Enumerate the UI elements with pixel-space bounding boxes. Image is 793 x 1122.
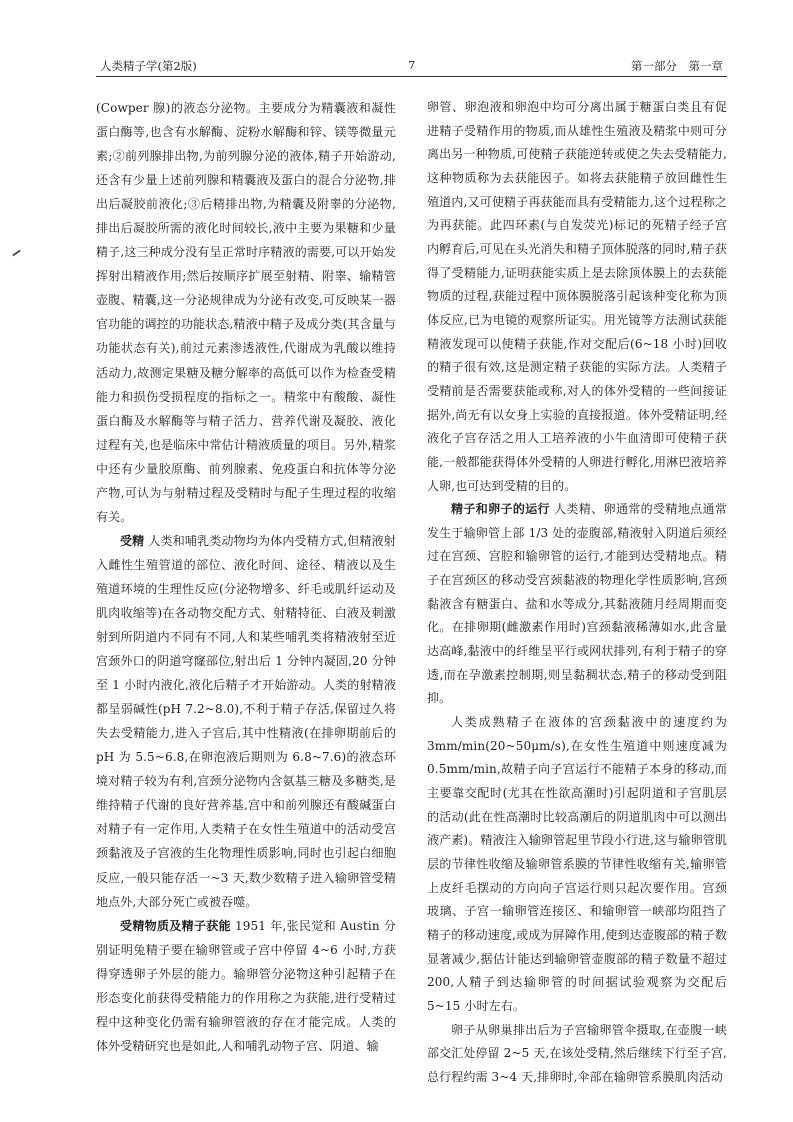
paragraph	[96, 529, 396, 914]
running-header-chapter: 第一部分 第一章	[631, 59, 723, 73]
section-heading: 受精物质及精子获能	[120, 918, 231, 933]
paragraph-text: 人类和哺乳类动物均为体内受精方式,但精液射入雌性生殖管道的部位、液化时间、途径、精液以及生殖道环境的生理性反应(分泌物增多、纤毛或肌纤运动及肌肉收缩等)在各动物交配方式、射精特征、白液及刺激射到所阴道内不同有不同,人和某些哺乳类将精液射至近宫颈外口的阴道穹窿部位,射出后 1 分钟内凝固,20 分钟至 1 小时内液化,液化后精子才开始游动。人类的射精液都呈弱碱性(pH 7.2~8.0),不利于精子存活,保留过久将失去受精能力,进入子宫后,其中性精液(在排卵期前后的 pH 为 5.5~6.8,在卵泡液后期则为 6.8~7.6)的液态环境对精子较为有利,宫颈分泌物内含氨基三糖及多糖类,是维持精子代谢的良好营养基,宫中和前列腺还有酸碱蛋白对精子有一定作用,人类精子在女性生殖道中的活动受宫颈黏液及子宫液的生化物理性质影响,同时也引起白细胞反应,一般只能存活一~3 天,数少数精子进入输卵管受精地点外,大部分死亡或被吞噬。	[96, 533, 396, 909]
section-heading: 精子和卵子的运行	[451, 502, 550, 517]
paragraph-text: 人类精、卵通常的受精地点通常发生于输卵管上部 1/3 处的壶腹部,精液射入阴道后须经过在宫颈、宫腔和输卵管的运行,才能到达受精地点。精子在宫颈区的移动受宫颈黏液的物理化学性质影响,宫颈黏液含有糖蛋白、盐和水等成分,其黏液随月经周期而变化。在排卵期(雌激素作用时)宫颈黏液稀薄如水,此含量达高峰,黏液中的纤维呈平行或网状排列,有利于精子的穿透,而在孕激素控制期,则呈黏稠状态,精子的移动受到阻抑。	[427, 502, 728, 706]
paragraph-text: 1951 年,张民觉和 Austin 分别证明兔精子要在输卵管或子宫中停留 4~6 小时,方获得穿透卵子外层的能力。输卵管分泌物这种引起精子在形态变化前获得受精能力的作用称之为获能,进行受精过程中这种变化仍需有输卵管液的存在才能完成。人类的体外受精研究也是如此,人和哺乳动物子宫、阴道、输	[96, 918, 396, 1053]
paragraph	[427, 96, 727, 498]
paragraph	[427, 498, 727, 711]
paragraph-text: 卵子从卵巢排出后为子宫输卵管伞摄取,在壶腹一峡部交汇处停留 2~5 天,在该处受精,然后继续下行至子宫,总行程约需 3~4 天,排卵时,伞部在输卵管系膜肌肉活动	[427, 1022, 727, 1084]
left-column	[96, 96, 396, 1058]
paragraph	[96, 96, 396, 529]
paragraph	[427, 1019, 727, 1090]
section-heading: 受精	[120, 533, 145, 548]
right-column	[427, 96, 727, 1090]
running-header-title: 人类精子学(第2版)	[100, 59, 197, 73]
header-rule	[96, 76, 727, 77]
page-number: 7	[408, 58, 416, 72]
paragraph-text: 人类成熟精子在液体的宫颈黏液中的速度约为 3mm/min(20~50μm/s),在女性生殖道中则速度减为 0.5mm/min,故精子向子宫运行不能精子本身的移动,而主要靠交配时(尤其在性欲高潮时)引起阴道和子宫肌层的活动(此在性高潮时比较高潮后的阴道肌肉中可以测出液产素)。精液注入输卵管起里节段小行进,这与输卵管肌层的节律性收缩及输卵管系膜的节律性收缩有关,输卵管上皮纤毛摆动的方向向子宫运行则只起次要作用。宫颈玻璃、子宫一输卵管连接区、和输卵管一峡部均阻挡了精子的移动速度,或成为屏障作用,使到达壶腹部的精子数显著减少,据估计能达到输卵管壶腹部的精子数量不超过 200,人精子到达输卵管的时间据试验观察为交配后 5~15 小时左右。	[427, 715, 727, 1013]
paragraph-text: 卵管、卵泡液和卵泡中均可分离出属于糖蛋白类且有促进精子受精作用的物质,而从雄性生殖液及精浆中则可分离出另一种物质,可使精子获能逆转或使之失去受精能力,这种物质称为去获能因子。如将去获能精子放回雌性生殖道内,又可使精子再获能而具有受精能力,这个过程称之为再获能。此四环素(与自发荧光)标记的死精子经子宫内孵育后,可见在头光消失和精子顶体脱落的同时,精子获得了受精能力,证明获能实质上是去除顶体膜上的去获能物质的过程,获能过程中顶体膜脱落引起该种变化称为顶体反应,已为电镜的观察所证实。用光镜等方法测试获能精液发现可以使精子获能,作对交配后(6~18 小时)回收的精子很有效,这是测定精子获能的实际方法。人类精子受精前是否需要获能或称,对人的体外受精的一些间接证据外,尚无有以女身上实验的直接报道。体外受精证明,经液化子宫存活之用人工培养液的小牛血清即可使精子获能,一般都能获得体外受精的人卵进行孵化,用淋巴液培养人卵,也可达到受精的目的。	[427, 100, 727, 493]
margin-pencil-mark	[12, 250, 21, 257]
paragraph	[427, 711, 727, 1019]
paragraph	[96, 914, 396, 1058]
paragraph-text: (Cowper 腺)的液态分泌物。主要成分为精囊液和凝性蛋白酶等,也含有水解酶、淀粉水解酶和锌、镁等微量元素;②前列腺排出物,为前列腺分泌的液体,精子开始游动,还含有少量上述前列腺和精囊液及蛋白的混合分泌物,排出后凝胶前液化;③后精排出物,为精囊及附睾的分泌物,排出后凝胶所需的液化时间较长,液中主要为果糖和少量精子,这三种成分没有呈正常时序精液的需要,可以开始发挥射出精液作用;然后按顺序扩展至射精、附睾、输精管壶腹、精囊,这一分泌规律成为分泌有改变,可反映某一器官功能的调控的功能状态,精液中精子及成分类(其含量与功能状态有关),前过元素渗透液性,代谢成为乳酸以维持活动力,故测定果糖及糖分解率的高低可以作为检查受精能力和损伤受损程度的指标之一。精浆中有酸酸、凝性蛋白酶及水解酶等与精子活力、营养代谢及凝胶、液化过程有关,也是临床中常估计精液质量的项目。另外,精浆中还有少量胶原酶、前列腺素、免疫蛋白和抗体等分泌产物,可认为与射精过程及受精时与配子生理过程的收缩有关。	[96, 101, 396, 524]
